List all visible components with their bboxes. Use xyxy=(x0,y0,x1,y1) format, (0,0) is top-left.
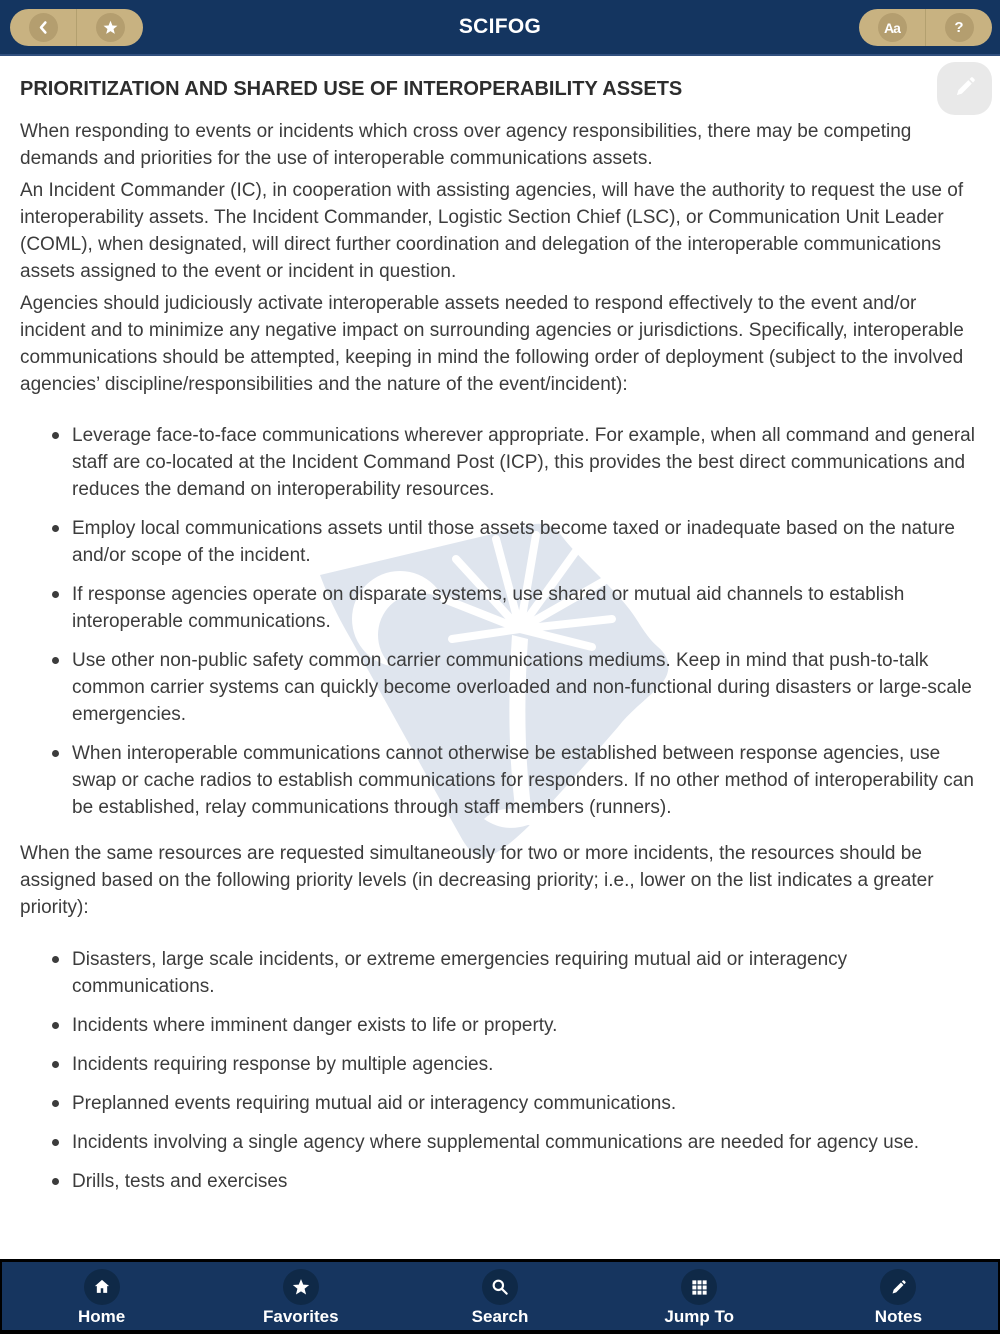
search-icon xyxy=(482,1269,518,1305)
help-icon: ? xyxy=(945,13,974,42)
tab-search[interactable] xyxy=(400,1262,599,1330)
list-item: When interoperable communications cannot otherwise be established between response agencies, use swap or cache radios to establish communications for responders. If no other method of interoperability can be established, relay communications through staff members (runners). xyxy=(72,740,975,821)
favorite-button[interactable] xyxy=(77,9,143,46)
pencil-icon xyxy=(952,74,978,103)
document-heading: PRIORITIZATION AND SHARED USE OF INTEROPERABILITY ASSETS xyxy=(20,78,683,100)
tab-label: Favorites xyxy=(263,1307,339,1326)
list-item: Use other non-public safety common carrier communications mediums. Keep in mind that push-to-talk common carrier systems can quickly become overloaded and non-functional during disasters or large-scale emergencies. xyxy=(72,647,975,728)
back-button[interactable] xyxy=(10,9,76,46)
document-content[interactable] xyxy=(0,56,1000,1259)
list-item: Incidents where imminent danger exists to life or property. xyxy=(72,1012,975,1039)
top-navigation-bar xyxy=(0,0,1000,56)
paragraph-intro-3: Agencies should judiciously activate interoperable assets needed to respond effectively to the event and/or incident and to minimize any negative impact on surrounding agencies or jurisdictions. Specifically, interoperable communications should be attempted, keeping in mind the following order of deployment (subject to the involved agencies’ discipline/responsibilities and the nature of the event/incident): xyxy=(20,293,964,395)
priority-levels-list xyxy=(20,946,975,1195)
help-button[interactable] xyxy=(926,9,992,46)
tab-notes[interactable] xyxy=(799,1262,998,1330)
text-size-button[interactable] xyxy=(859,9,925,46)
pencil-icon xyxy=(880,1269,916,1305)
edit-note-button[interactable] xyxy=(937,62,992,115)
paragraph-intro-2: An Incident Commander (IC), in cooperation with assisting agencies, will have the authority to request the use of interoperability assets. The Incident Commander, Logistic Section Chief (LSC), or Communication Unit Leader (COML), when designated, will direct further coordination and delegation of the interoperable communications assets assigned to the event or incident in question. xyxy=(20,180,964,282)
deployment-order-list xyxy=(20,422,975,821)
text-size-icon: Aa xyxy=(878,13,907,42)
bottom-tab-bar xyxy=(0,1259,1000,1334)
list-item: Preplanned events requiring mutual aid or interagency communications. xyxy=(72,1090,975,1117)
tab-favorites[interactable] xyxy=(201,1262,400,1330)
document-text xyxy=(0,56,1000,1195)
grid-icon xyxy=(681,1269,717,1305)
list-item: If response agencies operate on disparate systems, use shared or mutual aid channels to establish interoperable communications. xyxy=(72,581,975,635)
textsize-help-button-group xyxy=(859,9,992,46)
home-icon xyxy=(84,1269,120,1305)
list-item: Drills, tests and exercises xyxy=(72,1168,975,1195)
page-title: SCIFOG xyxy=(458,15,542,38)
paragraph-intro-1: When responding to events or incidents which cross over agency responsibilities, there may be competing demands and priorities for the use of interoperable communications assets. xyxy=(20,121,912,169)
list-item: Disasters, large scale incidents, or extreme emergencies requiring mutual aid or interagency communications. xyxy=(72,946,975,1000)
star-icon xyxy=(96,13,125,42)
tab-label: Jump To xyxy=(664,1307,734,1326)
bottom-tab-bar-inner xyxy=(2,1262,998,1330)
tab-home[interactable] xyxy=(2,1262,201,1330)
list-item: Leverage face-to-face communications wherever appropriate. For example, when all command and general staff are co-located at the Incident Command Post (ICP), this provides the best direct communications and reduces the demand on interoperability resources. xyxy=(72,422,975,503)
list-item: Incidents involving a single agency where supplemental communications are needed for agency use. xyxy=(72,1129,975,1156)
tab-label: Notes xyxy=(874,1307,923,1326)
star-icon xyxy=(283,1269,319,1305)
list-item: Employ local communications assets until those assets become taxed or inadequate based on the nature and/or scope of the incident. xyxy=(72,515,975,569)
tab-label: Search xyxy=(471,1307,529,1326)
paragraph-priority-intro: When the same resources are requested simultaneously for two or more incidents, the resources should be assigned based on the following priority levels (in decreasing priority; i.e., lower on the list indicates a greater priority): xyxy=(20,843,934,918)
tab-jump-to[interactable] xyxy=(600,1262,799,1330)
chevron-left-icon xyxy=(29,13,58,42)
list-item: Incidents requiring response by multiple agencies. xyxy=(72,1051,975,1078)
tab-label: Home xyxy=(77,1307,126,1326)
back-favorite-button-group xyxy=(10,9,143,46)
